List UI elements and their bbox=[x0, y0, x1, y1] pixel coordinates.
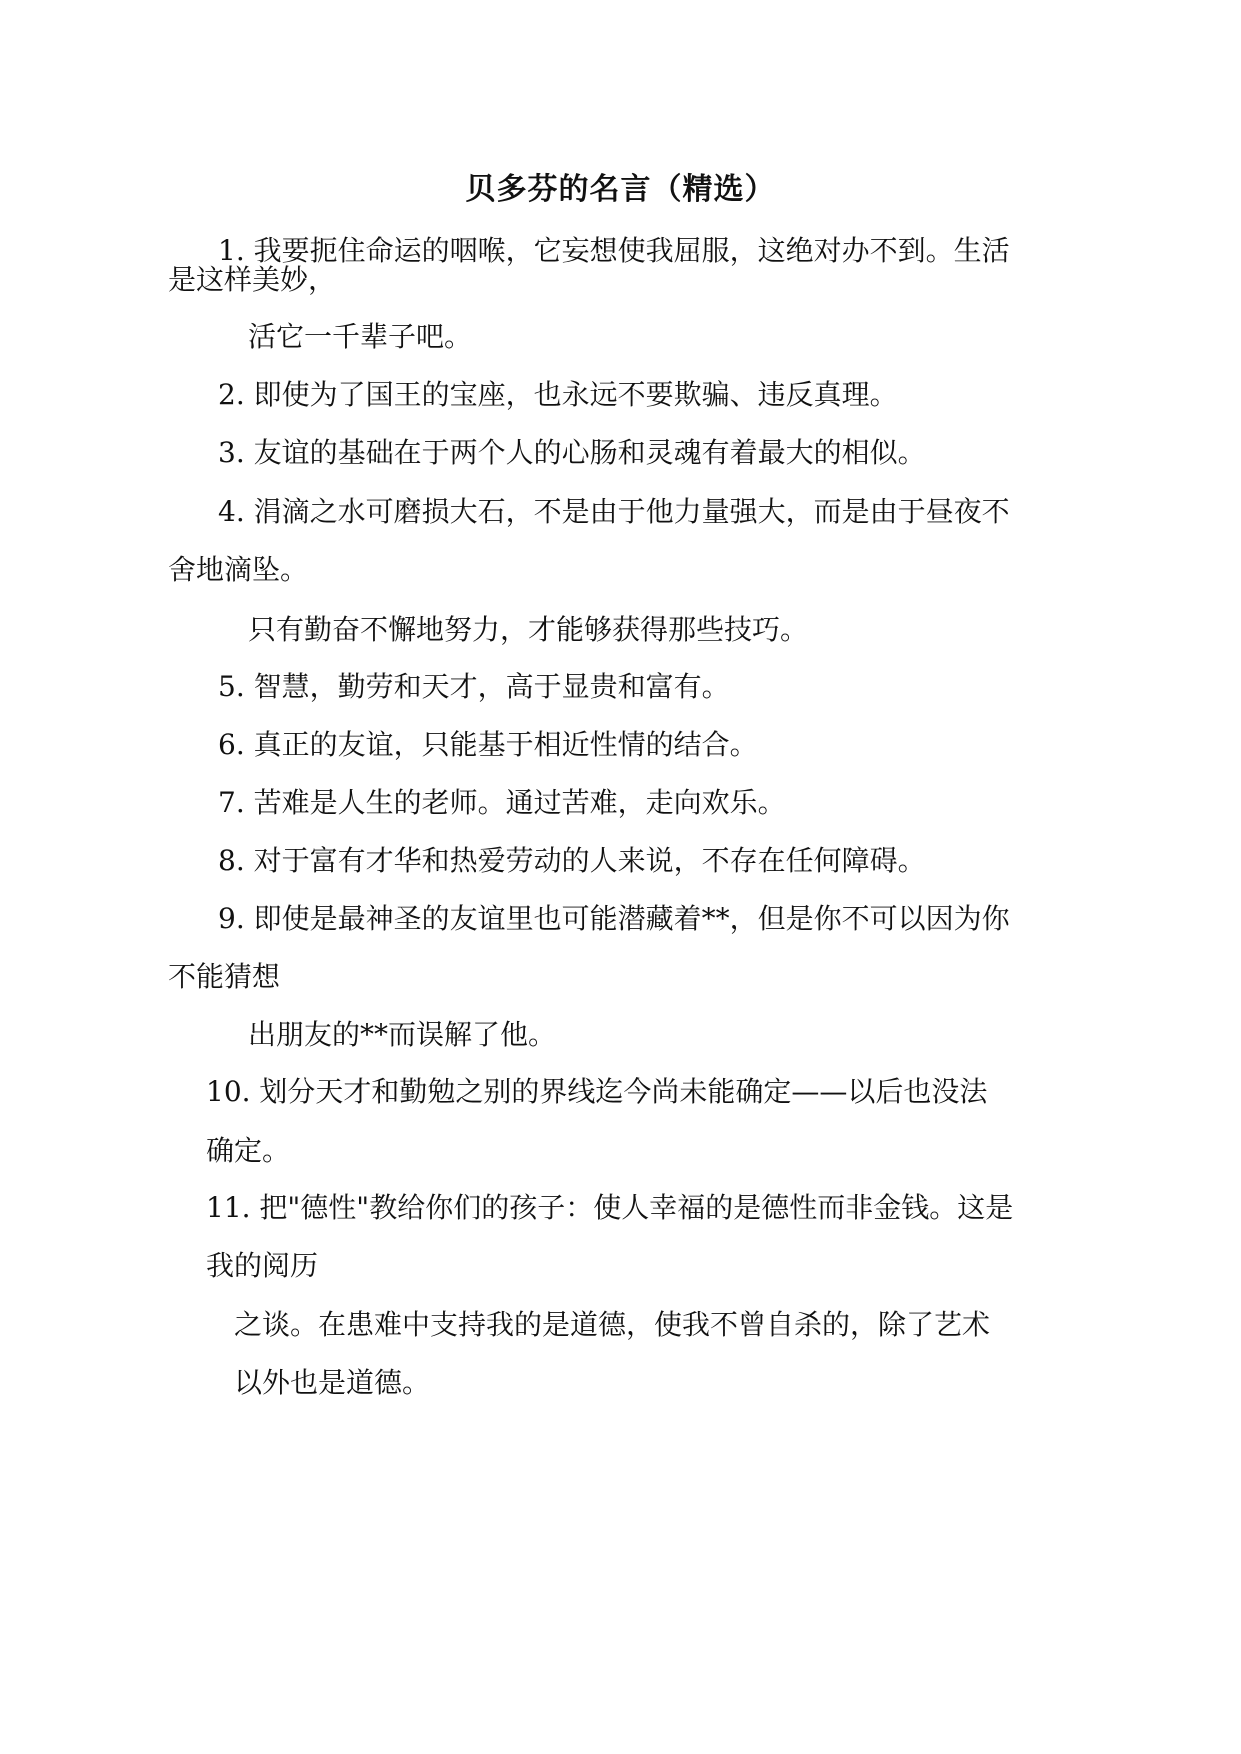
quote-line: 活它一千辈子吧。 bbox=[248, 320, 473, 353]
quote-line: 是这样美妙， bbox=[168, 263, 337, 296]
quote-line: 5. 智慧，勤劳和天才，高于显贵和富有。 bbox=[218, 670, 730, 703]
quote-line: 9. 即使是最神圣的友谊里也可能潜藏着**，但是你不可以因为你 bbox=[218, 902, 1010, 935]
quote-line: 2. 即使为了国王的宝座，也永远不要欺骗、违反真理。 bbox=[218, 378, 898, 411]
quote-line: 11. 把"德性"教给你们的孩子：使人幸福的是德性而非金钱。这是 bbox=[206, 1191, 1014, 1224]
quote-line: 出朋友的**而误解了他。 bbox=[248, 1018, 557, 1051]
quote-line: 1. 我要扼住命运的咽喉，它妄想使我屈服，这绝对办不到。生活 bbox=[218, 234, 1010, 267]
quote-line: 4. 涓滴之水可磨损大石，不是由于他力量强大，而是由于昼夜不 bbox=[218, 495, 1010, 528]
quote-line: 只有勤奋不懈地努力，才能够获得那些技巧。 bbox=[248, 613, 809, 646]
quote-line: 以外也是道德。 bbox=[234, 1366, 431, 1399]
quote-line: 7. 苦难是人生的老师。通过苦难，走向欢乐。 bbox=[218, 786, 786, 819]
quote-line: 6. 真正的友谊，只能基于相近性情的结合。 bbox=[218, 728, 758, 761]
quote-line: 我的阅历 bbox=[206, 1249, 319, 1282]
quote-line: 8. 对于富有才华和热爱劳动的人来说，不存在任何障碍。 bbox=[218, 844, 926, 877]
quote-line: 确定。 bbox=[206, 1134, 291, 1167]
quote-line: 之谈。在患难中支持我的是道德，使我不曾自杀的，除了艺术 bbox=[234, 1308, 991, 1341]
quote-line: 10. 划分天才和勤勉之别的界线迄今尚未能确定——以后也没法 bbox=[206, 1075, 988, 1108]
quote-line: 3. 友谊的基础在于两个人的心肠和灵魂有着最大的相似。 bbox=[218, 436, 926, 469]
quote-line: 不能猜想 bbox=[168, 960, 281, 993]
document-title: 贝多芬的名言（精选） bbox=[465, 172, 776, 207]
quote-line: 舍地滴坠。 bbox=[168, 553, 309, 586]
